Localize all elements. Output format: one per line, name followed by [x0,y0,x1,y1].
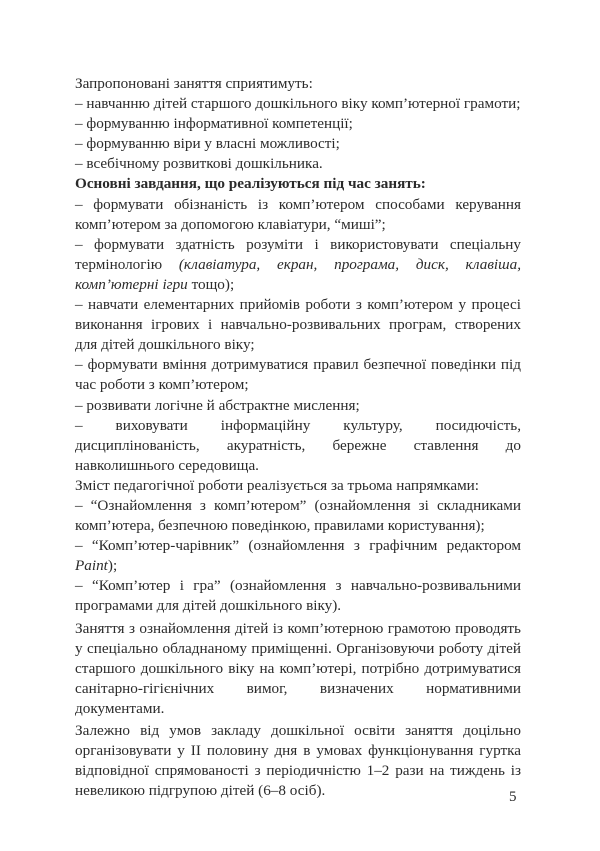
benefit-item: – формуванню віри у власні можливості; [75,135,340,153]
tasks-heading: Основні завдання, що реалізуються під час занять: [75,175,426,193]
task-item: – розвивати логічне й абстрактне мислення; [75,396,360,414]
direction-item [75,536,521,576]
task-item: – виховувати інформаційну культуру, посидючість, дисциплінованість, акуратність, бережне ставлення до навколишнього середовища. [75,416,521,474]
paragraph-classes: Заняття з ознайомлення дітей із комп’ютерною грамотою проводять у спеціально обладнаному приміщенні. Організовуючи роботу дітей старшого дошкільного віку на комп’ютері, потрібно дотримуватися санітарно-гігієнічних вимог, визначених нормативними документами. [75,619,521,717]
page-body [75,74,521,801]
benefit-item: – всебічному розвиткові дошкільника. [75,155,323,173]
paragraph-schedule: Залежно від умов закладу дошкільної освіти заняття доцільно організовувати у ІІ половину дня в умовах функціонування гуртка відповідної спрямованості з періодичністю 1–2 рази на тиждень із невеликою підгрупою дітей (6–8 осіб). [75,722,521,800]
task-item: – формувати вміння дотримуватися правил безпечної поведінки під час роботи з комп’ютером; [75,356,521,394]
direction-text: ); [107,557,118,575]
benefit-item: – навчанню дітей старшого дошкільного віку комп’ютерної грамоти; [75,95,521,113]
task-item [75,235,521,295]
task-item: – навчати елементарних прийомів роботи з комп’ютером у процесі виконання ігрових і навчально-розвивальних програм, створених для дітей дошкільного віку; [75,296,521,354]
task-text: – формувати здатність розуміти і використовувати спеціальну термінологію [75,235,521,273]
direction-paint: Paint [75,557,108,575]
direction-text: – “Комп’ютер-чарівник” (ознайомлення з графічним редактором [75,537,521,555]
directions-intro: Зміст педагогічної роботи реалізується за трьома напрямками: [75,476,480,494]
task-item: – формувати обізнаність із комп’ютером способами керування комп’ютером за допомогою клавіатури, “миші”; [75,195,521,233]
direction-item: – “Комп’ютер і гра” (ознайомлення з навчально-розвивальними програмами для дітей дошкільного віку). [75,577,521,615]
page-number: 5 [509,789,517,805]
task-terms: (клавіатура, екран, програма, диск, клавіша, комп’ютерні ігри [75,255,521,293]
task-text: тощо); [187,275,235,293]
intro-text: Запропоновані заняття сприятимуть: [75,75,313,92]
benefit-item: – формуванню інформативної компетенції; [75,115,353,133]
direction-item: – “Ознайомлення з комп’ютером” (ознайомлення зі складниками комп’ютера, безпечною поведінкою, правилами користування); [75,496,521,535]
